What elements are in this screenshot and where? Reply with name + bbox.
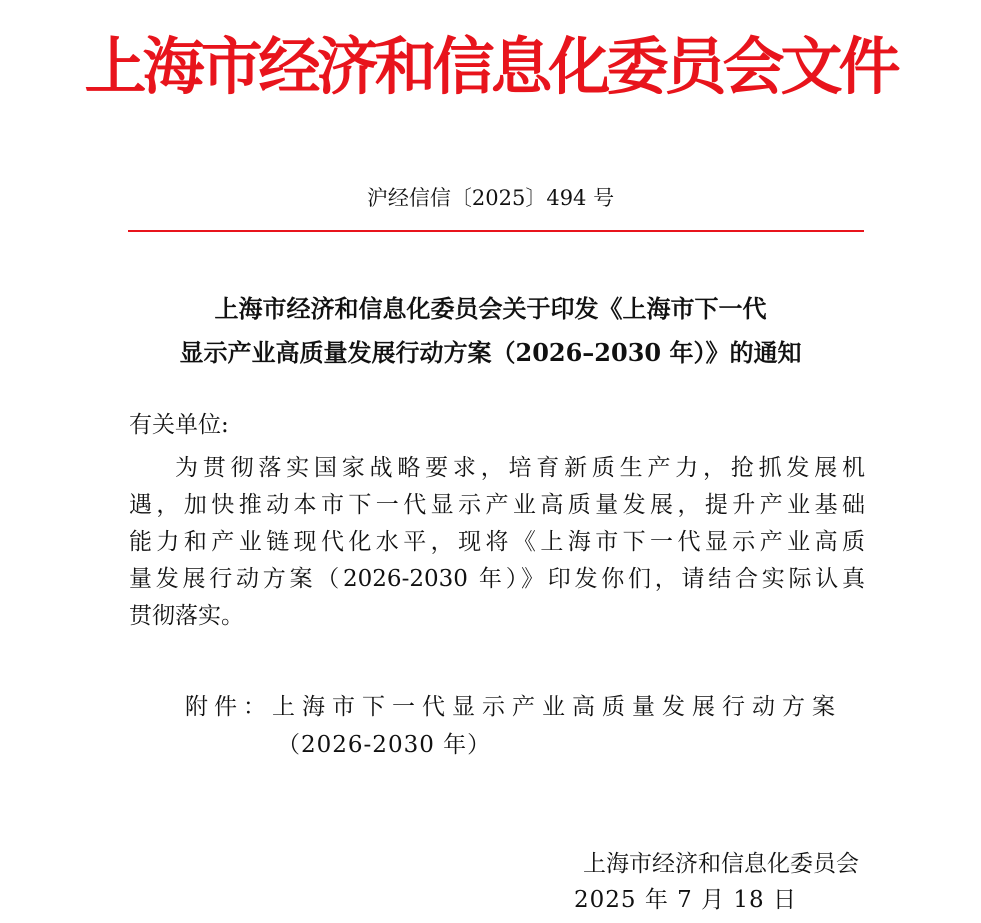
- body-line-3: 能力和产业链现代化水平，现将《上海市下一代显示产业高质: [129, 529, 865, 555]
- issue-date: 2025 年 7 月 18 日: [574, 887, 797, 913]
- notice-title-line-1: 上海市经济和信息化委员会关于印发《上海市下一代: [214, 294, 767, 323]
- attachment-note: [185, 688, 842, 758]
- attachment-label: 附件：: [185, 694, 272, 720]
- body-paragraph: [129, 450, 865, 635]
- red-divider-line: [128, 230, 864, 232]
- body-line-4: 量发展行动方案（2026-2030 年）》印发你们，请结合实际认真: [129, 566, 865, 592]
- attachment-title: 上海市下一代显示产业高质量发展行动方案: [272, 694, 842, 720]
- body-line-1: 为贯彻落实国家战略要求，培育新质生产力，抢抓发展机: [175, 455, 865, 481]
- notice-title-line-2: 显示产业高质量发展行动方案（2026–2030 年）》的通知: [179, 338, 802, 367]
- issuing-authority: 上海市经济和信息化委员会: [583, 851, 859, 877]
- document-number: 沪经信信〔2025〕494 号: [366, 186, 615, 210]
- attachment-title-continuation: （2026-2030 年）: [277, 732, 492, 758]
- document-masthead: 上海市经济和信息化委员会文件: [84, 30, 897, 103]
- body-line-2: 遇，加快推动本市下一代显示产业高质量发展，提升产业基础: [129, 492, 865, 518]
- notice-title: [0, 287, 981, 375]
- salutation: 有关单位:: [129, 412, 229, 438]
- body-line-5: 贯彻落实。: [129, 603, 244, 629]
